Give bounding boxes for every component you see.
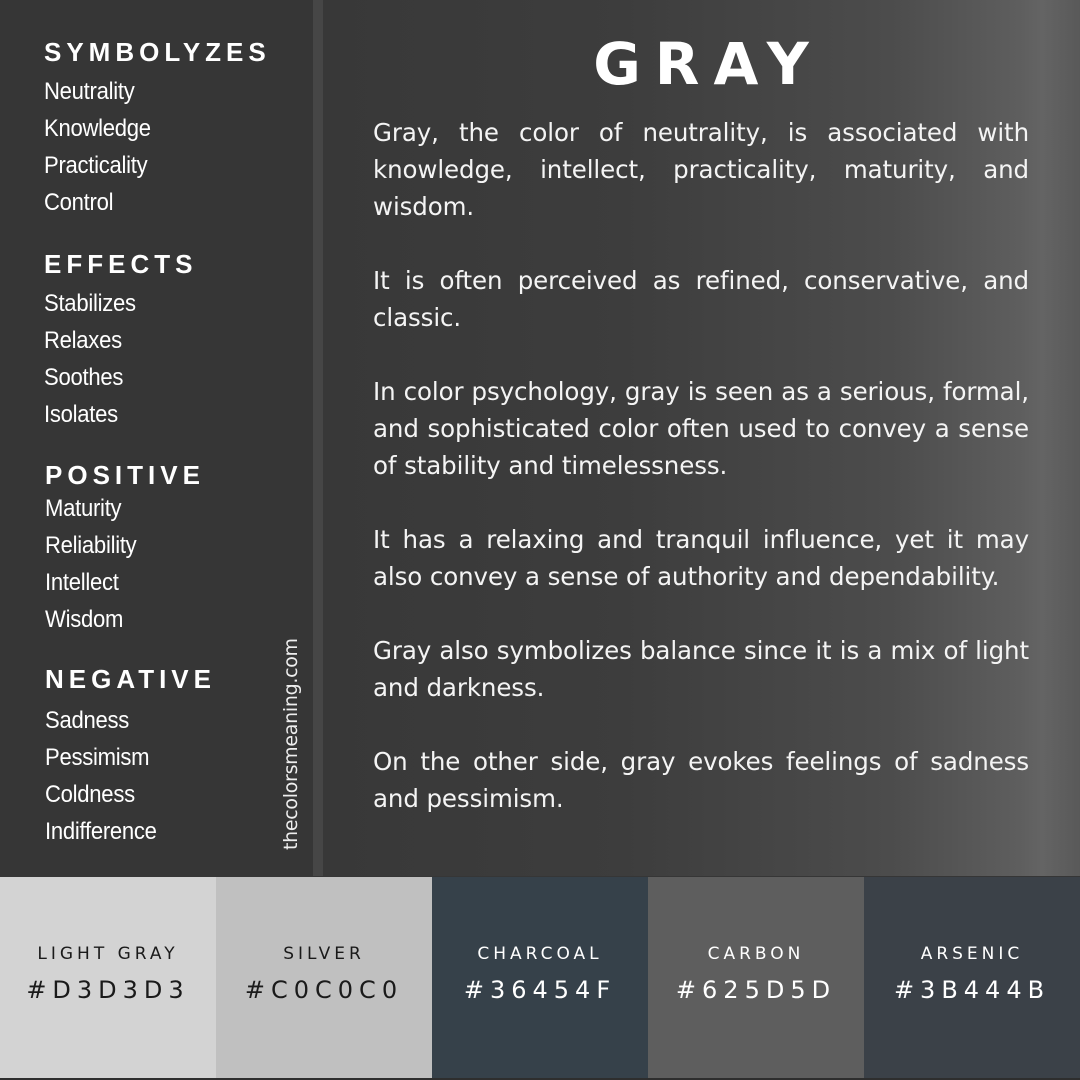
list-item: Isolates (44, 401, 118, 428)
watermark: thecolorsmeaning.com (280, 638, 302, 850)
paragraph: In color psychology, gray is seen as a serious, formal, and sophisticated color often used to convey a sense of stability and timelessness. (373, 377, 1029, 480)
description (373, 114, 1029, 854)
swatch-name: LIGHT GRAY (37, 943, 179, 964)
paragraph: It is often perceived as refined, conservative, and classic. (373, 266, 1029, 332)
list-item: Relaxes (44, 327, 122, 354)
swatch-arsenic (864, 877, 1080, 1078)
list-item: Reliability (45, 532, 137, 559)
list-item: Practicality (44, 152, 148, 179)
list-item: Wisdom (45, 606, 124, 633)
section-heading: POSITIVE (45, 460, 205, 490)
section-heading: EFFECTS (44, 249, 198, 279)
list-item: Pessimism (45, 744, 150, 771)
swatch-charcoal (432, 877, 648, 1078)
swatch-silver (216, 877, 432, 1078)
section-negative (45, 664, 216, 850)
paragraph: On the other side, gray evokes feelings of sadness and pessimism. (373, 747, 1029, 813)
section-symbolyzes (44, 37, 271, 221)
list-item: Soothes (44, 364, 124, 391)
section-positive (45, 460, 205, 638)
list-item: Maturity (45, 495, 122, 522)
divider (313, 0, 323, 876)
swatch-carbon (648, 877, 864, 1078)
list-item: Coldness (45, 781, 135, 808)
section-heading: NEGATIVE (45, 664, 216, 694)
swatch-name: CARBON (707, 943, 805, 964)
swatch-hex: #D3D3D3 (26, 975, 190, 1004)
list-item: Sadness (45, 707, 130, 734)
list-item: Knowledge (44, 115, 151, 142)
swatch-name: SILVER (283, 943, 365, 964)
swatch-name: ARSENIC (920, 943, 1024, 964)
list-item: Neutrality (44, 78, 135, 105)
page-title: GRAY (593, 30, 823, 98)
paragraph: It has a relaxing and tranquil influence, yet it may also convey a sense of authority and dependability. (373, 525, 1029, 591)
paragraph: Gray, the color of neutrality, is associated with knowledge, intellect, practicality, maturity, and wisdom. (373, 118, 1029, 221)
section-heading: SYMBOLYZES (44, 37, 271, 67)
swatch-hex: #C0C0C0 (244, 975, 404, 1004)
list-item: Stabilizes (44, 290, 136, 317)
list-item: Indifference (45, 818, 157, 845)
list-item: Intellect (45, 569, 119, 596)
list-item: Control (44, 189, 114, 216)
swatch-hex: #36454F (463, 975, 617, 1004)
section-effects (44, 249, 197, 433)
swatch-name: CHARCOAL (477, 943, 603, 964)
swatch-light-gray (0, 877, 216, 1078)
swatch-hex: #625D5D (675, 975, 837, 1004)
paragraph: Gray also symbolizes balance since it is a mix of light and darkness. (373, 636, 1029, 702)
color-palette (0, 877, 1080, 1080)
swatch-hex: #3B444B (893, 975, 1051, 1004)
